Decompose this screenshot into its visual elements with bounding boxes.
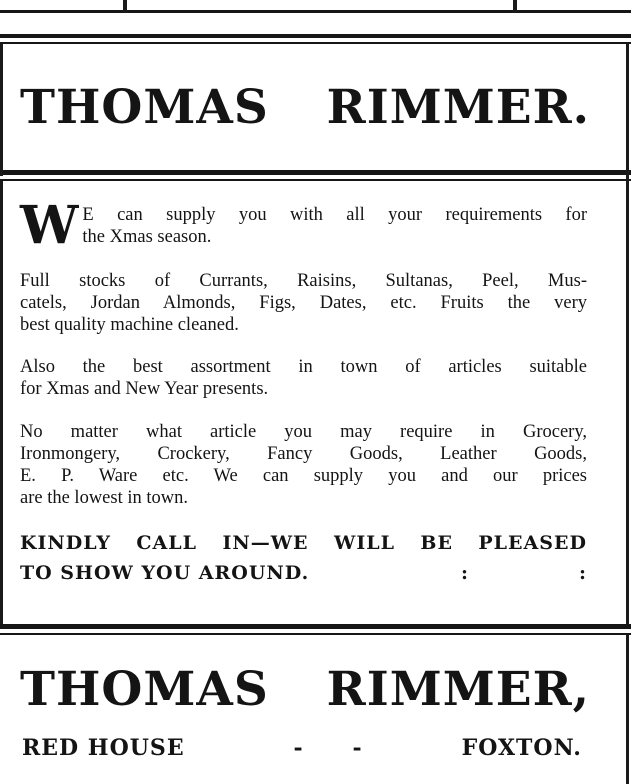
left-border-2 xyxy=(0,181,3,624)
cta-separator: : xyxy=(578,562,587,584)
right-border-2 xyxy=(626,635,629,784)
banner-last-name: RIMMER. xyxy=(326,80,590,135)
cta-word: PLEASED xyxy=(478,532,587,554)
banner-bottom-rule-heavy xyxy=(0,170,631,175)
goods-line-3: E. P. Ware etc. We can supply you and our prices xyxy=(20,466,587,486)
cta-word: KINDLY xyxy=(20,532,111,554)
top-rule-thin-2 xyxy=(0,42,631,44)
presents-line-1: Also the best assortment in town of articles suitable xyxy=(20,357,587,377)
goods-line-2: Ironmongery, Crockery, Fancy Goods, Leather Goods, xyxy=(20,444,587,464)
footer-first-name: THOMAS xyxy=(20,662,269,717)
top-ornament-2 xyxy=(513,0,517,13)
call-to-action xyxy=(20,528,587,588)
body-bottom-rule-thin xyxy=(0,633,631,635)
presents-line-2: for Xmas and New Year presents. xyxy=(20,379,269,399)
address-location: RED HOUSE xyxy=(22,735,185,761)
stocks-line-1: Full stocks of Currants, Raisins, Sultanas, Peel, Mus- xyxy=(20,271,587,291)
top-ornament xyxy=(123,0,127,13)
footer-address xyxy=(22,735,582,761)
top-banner-name xyxy=(20,80,590,135)
cta-word: WILL xyxy=(333,532,395,554)
address-dash: - xyxy=(352,735,363,761)
address-town: FOXTON. xyxy=(461,735,582,761)
body-bottom-rule-heavy xyxy=(0,624,631,629)
banner-first-name: THOMAS xyxy=(20,80,269,135)
cta-phrase: TO SHOW YOU AROUND. xyxy=(20,562,310,584)
stocks-paragraph xyxy=(20,270,587,336)
intro-paragraph xyxy=(20,195,587,256)
goods-line-4: are the lowest in town. xyxy=(20,488,188,508)
cta-separator: : xyxy=(460,562,469,584)
right-border xyxy=(626,44,629,624)
stocks-line-2: catels, Jordan Almonds, Figs, Dates, etc. Fruits the very xyxy=(20,293,587,313)
cta-word: BE xyxy=(420,532,453,554)
footer-name xyxy=(20,662,590,717)
goods-line-1: No matter what article you may require in Grocery, xyxy=(20,422,587,442)
top-rule-thin xyxy=(0,10,631,13)
address-dash: - xyxy=(293,735,304,761)
left-border xyxy=(0,44,3,176)
top-rule-heavy xyxy=(0,34,631,38)
banner-bottom-rule-thin xyxy=(0,179,631,181)
intro-line-2: the Xmas season. xyxy=(82,227,212,247)
presents-paragraph xyxy=(20,356,587,400)
drop-cap: W xyxy=(20,195,79,256)
cta-word: IN—WE xyxy=(222,532,309,554)
cta-word: CALL xyxy=(136,532,197,554)
goods-paragraph xyxy=(20,421,587,509)
stocks-line-3: best quality machine cleaned. xyxy=(20,315,239,335)
cta-line-2 xyxy=(20,558,587,588)
cta-line-1 xyxy=(20,528,587,558)
intro-line-1: E can supply you with all your requirements for xyxy=(82,205,587,225)
footer-last-name: RIMMER, xyxy=(326,662,590,717)
